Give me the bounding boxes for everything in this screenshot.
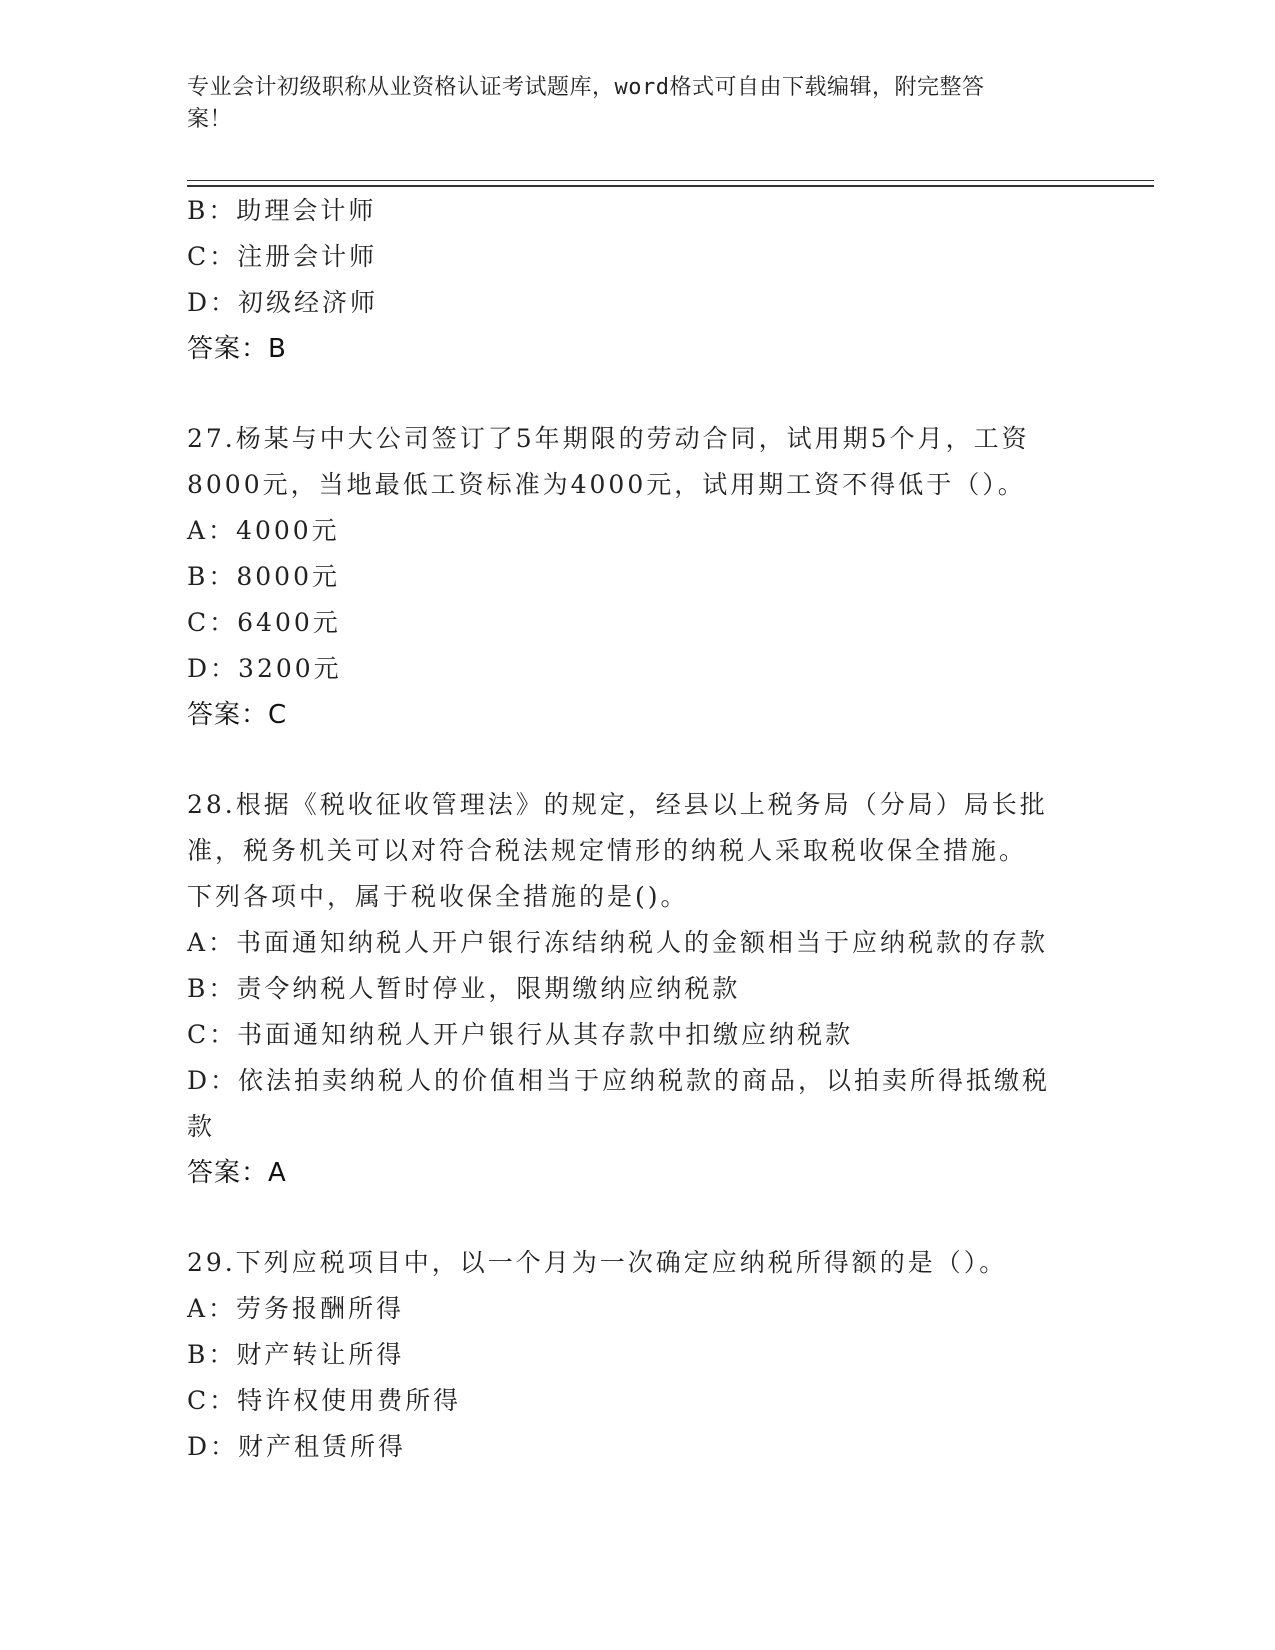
option-d: D：3200元: [187, 654, 342, 683]
question-28: [187, 782, 1067, 1196]
question-stem: 28.根据《税收征收管理法》的规定，经县以上税务局（分局）局长批: [187, 790, 1048, 819]
header-divider: [187, 180, 1154, 187]
answer-line: 答案：B: [187, 334, 287, 364]
header-line-2: 案！: [187, 107, 233, 132]
question-content: [187, 188, 1067, 1470]
option-c: C：6400元: [187, 608, 341, 637]
question-27: [187, 416, 1067, 738]
question-stem: 29.下列应税项目中，以一个月为一次确定应纳税所得额的是（）。: [187, 1248, 1008, 1277]
answer-line: 答案：C: [187, 700, 288, 730]
prev-question: [187, 188, 1067, 372]
option-b: B：8000元: [187, 562, 340, 591]
question-stem: 8000元，当地最低工资标准为4000元，试用期工资不得低于（）。: [187, 470, 1026, 499]
option-d-continued: 款: [187, 1112, 216, 1141]
question-stem: 27.杨某与中大公司签订了5年期限的劳动合同，试用期5个月，工资: [187, 424, 1030, 453]
option-c: C：注册会计师: [187, 242, 378, 271]
question-stem: 下列各项中，属于税收保全措施的是()。: [187, 882, 689, 911]
page-header: [187, 72, 1067, 136]
option-a: A：4000元: [187, 516, 340, 545]
option-c: C：书面通知纳税人开户银行从其存款中扣缴应纳税款: [187, 1020, 854, 1049]
option-b: B：助理会计师: [187, 196, 377, 225]
answer-line: 答案：A: [187, 1158, 287, 1188]
option-d: D：财产租赁所得: [187, 1432, 407, 1461]
question-29: [187, 1240, 1067, 1470]
header-line-1: 专业会计初级职称从业资格认证考试题库，word格式可自由下载编辑，附完整答: [187, 75, 985, 100]
option-d: D：依法拍卖纳税人的价值相当于应纳税款的商品，以拍卖所得抵缴税: [187, 1066, 1051, 1095]
option-a: A：书面通知纳税人开户银行冻结纳税人的金额相当于应纳税款的存款: [187, 928, 1049, 957]
option-c: C：特许权使用费所得: [187, 1386, 462, 1415]
option-a: A：劳务报酬所得: [187, 1294, 405, 1323]
question-stem: 准，税务机关可以对符合税法规定情形的纳税人采取税收保全措施。: [187, 836, 1028, 865]
option-b: B：财产转让所得: [187, 1340, 405, 1369]
option-d: D：初级经济师: [187, 288, 379, 317]
option-b: B：责令纳税人暂时停业，限期缴纳应纳税款: [187, 974, 741, 1003]
